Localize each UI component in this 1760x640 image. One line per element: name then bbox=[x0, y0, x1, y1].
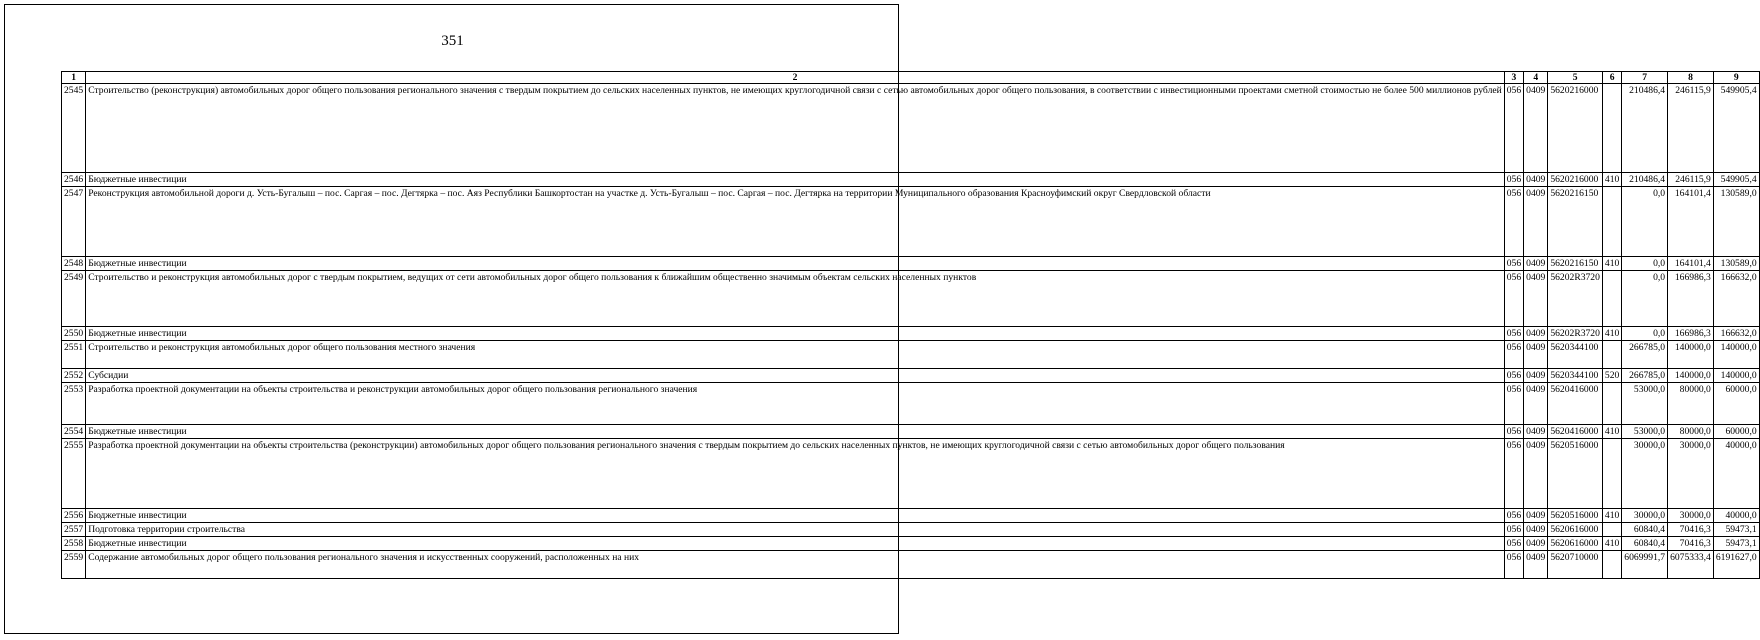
row-amount-year3: 130589,0 bbox=[1713, 257, 1759, 271]
row-section-code: 0409 bbox=[1524, 523, 1548, 537]
row-expense-type: 410 bbox=[1602, 327, 1621, 341]
row-number: 2557 bbox=[62, 523, 86, 537]
header-row bbox=[62, 72, 1760, 84]
row-target-code: 5620416000 bbox=[1548, 425, 1603, 439]
row-description: Содержание автомобильных дорог общего пользования регионального значения и искусственных сооружений, расположенных на них bbox=[86, 551, 1505, 579]
table-row bbox=[62, 551, 1760, 579]
column-header-2: 2 bbox=[86, 72, 1505, 84]
row-amount-year2: 30000,0 bbox=[1668, 509, 1714, 523]
row-description: Бюджетные инвестиции bbox=[86, 327, 1505, 341]
row-amount-year2: 164101,4 bbox=[1668, 257, 1714, 271]
row-amount-year2: 70416,3 bbox=[1668, 523, 1714, 537]
row-ministry-code: 056 bbox=[1504, 523, 1523, 537]
row-amount-year3: 140000,0 bbox=[1713, 369, 1759, 383]
row-ministry-code: 056 bbox=[1504, 187, 1523, 257]
row-description: Бюджетные инвестиции bbox=[86, 537, 1505, 551]
table-row bbox=[62, 439, 1760, 509]
table-row bbox=[62, 509, 1760, 523]
row-section-code: 0409 bbox=[1524, 551, 1548, 579]
row-number: 2559 bbox=[62, 551, 86, 579]
row-section-code: 0409 bbox=[1524, 187, 1548, 257]
budget-table bbox=[61, 71, 1760, 579]
row-expense-type bbox=[1602, 439, 1621, 509]
row-ministry-code: 056 bbox=[1504, 509, 1523, 523]
table-row bbox=[62, 537, 1760, 551]
row-target-code: 5620216150 bbox=[1548, 257, 1603, 271]
row-expense-type bbox=[1602, 84, 1621, 173]
row-amount-year2: 6075333,4 bbox=[1668, 551, 1714, 579]
row-amount-year1: 30000,0 bbox=[1622, 439, 1668, 509]
row-description: Бюджетные инвестиции bbox=[86, 509, 1505, 523]
row-amount-year2: 246115,9 bbox=[1668, 84, 1714, 173]
row-expense-type bbox=[1602, 271, 1621, 327]
row-amount-year1: 60840,4 bbox=[1622, 523, 1668, 537]
row-amount-year1: 210486,4 bbox=[1622, 84, 1668, 173]
row-amount-year1: 266785,0 bbox=[1622, 369, 1668, 383]
row-ministry-code: 056 bbox=[1504, 425, 1523, 439]
table-row bbox=[62, 173, 1760, 187]
table-row bbox=[62, 341, 1760, 369]
table-row bbox=[62, 271, 1760, 327]
row-amount-year2: 140000,0 bbox=[1668, 341, 1714, 369]
row-description: Разработка проектной документации на объекты строительства и реконструкции автомобильных дорог общего пользования регионального значения bbox=[86, 383, 1505, 425]
row-number: 2555 bbox=[62, 439, 86, 509]
row-description: Реконструкция автомобильной дороги д. Усть-Бугалыш – пос. Саргая – пос. Дегтярка – пос. Аяз Республики Башкортостан на участке д. Усть-Бугалыш – пос. Саргая – пос. Дегтярка на территории Муниципального образования Красноуфимский округ Свердловской области bbox=[86, 187, 1505, 257]
row-expense-type bbox=[1602, 551, 1621, 579]
table-row bbox=[62, 187, 1760, 257]
row-amount-year3: 40000,0 bbox=[1713, 509, 1759, 523]
row-amount-year2: 140000,0 bbox=[1668, 369, 1714, 383]
column-header-5: 5 bbox=[1548, 72, 1603, 84]
row-amount-year2: 80000,0 bbox=[1668, 425, 1714, 439]
row-number: 2556 bbox=[62, 509, 86, 523]
row-amount-year3: 59473,1 bbox=[1713, 523, 1759, 537]
row-amount-year2: 70416,3 bbox=[1668, 537, 1714, 551]
row-number: 2549 bbox=[62, 271, 86, 327]
page-number: 351 bbox=[441, 33, 464, 49]
row-ministry-code: 056 bbox=[1504, 84, 1523, 173]
row-description: Строительство и реконструкция автомобильных дорог с твердым покрытием, ведущих от сети автомобильных дорог общего пользования к ближайшим общественно значимым объектам сельских населенных пунктов bbox=[86, 271, 1505, 327]
row-amount-year2: 80000,0 bbox=[1668, 383, 1714, 425]
row-number: 2558 bbox=[62, 537, 86, 551]
row-section-code: 0409 bbox=[1524, 369, 1548, 383]
row-amount-year3: 549905,4 bbox=[1713, 84, 1759, 173]
row-description: Субсидии bbox=[86, 369, 1505, 383]
row-amount-year2: 166986,3 bbox=[1668, 327, 1714, 341]
row-amount-year1: 210486,4 bbox=[1622, 173, 1668, 187]
column-header-9: 9 bbox=[1713, 72, 1759, 84]
row-amount-year1: 0,0 bbox=[1622, 187, 1668, 257]
row-expense-type bbox=[1602, 383, 1621, 425]
row-section-code: 0409 bbox=[1524, 327, 1548, 341]
row-section-code: 0409 bbox=[1524, 271, 1548, 327]
row-expense-type: 410 bbox=[1602, 509, 1621, 523]
row-amount-year2: 246115,9 bbox=[1668, 173, 1714, 187]
row-target-code: 5620216150 bbox=[1548, 187, 1603, 257]
row-amount-year1: 266785,0 bbox=[1622, 341, 1668, 369]
table-row bbox=[62, 369, 1760, 383]
row-amount-year2: 30000,0 bbox=[1668, 439, 1714, 509]
row-expense-type: 410 bbox=[1602, 425, 1621, 439]
row-amount-year1: 0,0 bbox=[1622, 327, 1668, 341]
row-target-code: 5620710000 bbox=[1548, 551, 1603, 579]
row-target-code: 5620516000 bbox=[1548, 439, 1603, 509]
row-number: 2548 bbox=[62, 257, 86, 271]
row-number: 2547 bbox=[62, 187, 86, 257]
row-amount-year3: 130589,0 bbox=[1713, 187, 1759, 257]
row-ministry-code: 056 bbox=[1504, 257, 1523, 271]
row-ministry-code: 056 bbox=[1504, 341, 1523, 369]
row-description: Бюджетные инвестиции bbox=[86, 173, 1505, 187]
table-row bbox=[62, 84, 1760, 173]
row-amount-year1: 53000,0 bbox=[1622, 383, 1668, 425]
row-target-code: 5620344100 bbox=[1548, 341, 1603, 369]
column-header-3: 3 bbox=[1504, 72, 1523, 84]
row-description: Строительство (реконструкция) автомобильных дорог общего пользования регионального значения с твердым покрытием до сельских населенных пунктов, не имеющих круглогодичной связи с сетью автомобильных дорог общего пользования, в соответствии с инвестиционными проектами сметной стоимостью не более 500 миллионов рублей bbox=[86, 84, 1505, 173]
row-amount-year2: 164101,4 bbox=[1668, 187, 1714, 257]
row-ministry-code: 056 bbox=[1504, 383, 1523, 425]
row-target-code: 56202R3720 bbox=[1548, 327, 1603, 341]
row-amount-year1: 53000,0 bbox=[1622, 425, 1668, 439]
row-number: 2553 bbox=[62, 383, 86, 425]
row-amount-year3: 40000,0 bbox=[1713, 439, 1759, 509]
row-target-code: 56202R3720 bbox=[1548, 271, 1603, 327]
row-amount-year2: 166986,3 bbox=[1668, 271, 1714, 327]
table-row bbox=[62, 257, 1760, 271]
row-ministry-code: 056 bbox=[1504, 327, 1523, 341]
column-header-7: 7 bbox=[1622, 72, 1668, 84]
column-header-1: 1 bbox=[62, 72, 86, 84]
column-header-8: 8 bbox=[1668, 72, 1714, 84]
row-number: 2554 bbox=[62, 425, 86, 439]
row-number: 2552 bbox=[62, 369, 86, 383]
row-expense-type: 410 bbox=[1602, 173, 1621, 187]
row-amount-year1: 60840,4 bbox=[1622, 537, 1668, 551]
row-expense-type: 410 bbox=[1602, 257, 1621, 271]
row-number: 2546 bbox=[62, 173, 86, 187]
row-number: 2545 bbox=[62, 84, 86, 173]
row-target-code: 5620344100 bbox=[1548, 369, 1603, 383]
row-section-code: 0409 bbox=[1524, 509, 1548, 523]
row-ministry-code: 056 bbox=[1504, 369, 1523, 383]
row-section-code: 0409 bbox=[1524, 173, 1548, 187]
row-ministry-code: 056 bbox=[1504, 551, 1523, 579]
column-header-4: 4 bbox=[1524, 72, 1548, 84]
row-ministry-code: 056 bbox=[1504, 173, 1523, 187]
row-target-code: 5620616000 bbox=[1548, 523, 1603, 537]
column-header-6: 6 bbox=[1602, 72, 1621, 84]
row-amount-year3: 59473,1 bbox=[1713, 537, 1759, 551]
row-expense-type bbox=[1602, 341, 1621, 369]
row-amount-year3: 60000,0 bbox=[1713, 425, 1759, 439]
row-section-code: 0409 bbox=[1524, 84, 1548, 173]
row-description: Подготовка территории строительства bbox=[86, 523, 1505, 537]
table-row bbox=[62, 327, 1760, 341]
row-amount-year1: 0,0 bbox=[1622, 257, 1668, 271]
row-description: Бюджетные инвестиции bbox=[86, 425, 1505, 439]
row-section-code: 0409 bbox=[1524, 439, 1548, 509]
row-amount-year3: 60000,0 bbox=[1713, 383, 1759, 425]
row-expense-type bbox=[1602, 523, 1621, 537]
row-amount-year3: 140000,0 bbox=[1713, 341, 1759, 369]
row-amount-year3: 549905,4 bbox=[1713, 173, 1759, 187]
row-section-code: 0409 bbox=[1524, 257, 1548, 271]
row-amount-year3: 166632,0 bbox=[1713, 327, 1759, 341]
row-amount-year1: 30000,0 bbox=[1622, 509, 1668, 523]
row-ministry-code: 056 bbox=[1504, 537, 1523, 551]
row-description: Строительство и реконструкция автомобильных дорог общего пользования местного значения bbox=[86, 341, 1505, 369]
row-number: 2551 bbox=[62, 341, 86, 369]
row-number: 2550 bbox=[62, 327, 86, 341]
row-ministry-code: 056 bbox=[1504, 439, 1523, 509]
row-target-code: 5620216000 bbox=[1548, 84, 1603, 173]
row-description: Бюджетные инвестиции bbox=[86, 257, 1505, 271]
row-target-code: 5620216000 bbox=[1548, 173, 1603, 187]
table-row bbox=[62, 425, 1760, 439]
row-description: Разработка проектной документации на объекты строительства (реконструкции) автомобильных дорог общего пользования регионального значения с твердым покрытием до сельских населенных пунктов, не имеющих круглогодичной связи с сетью автомобильных дорог общего пользования bbox=[86, 439, 1505, 509]
row-section-code: 0409 bbox=[1524, 537, 1548, 551]
row-amount-year3: 6191627,0 bbox=[1713, 551, 1759, 579]
row-expense-type: 410 bbox=[1602, 537, 1621, 551]
row-target-code: 5620616000 bbox=[1548, 537, 1603, 551]
row-section-code: 0409 bbox=[1524, 383, 1548, 425]
row-amount-year1: 0,0 bbox=[1622, 271, 1668, 327]
row-amount-year3: 166632,0 bbox=[1713, 271, 1759, 327]
row-ministry-code: 056 bbox=[1504, 271, 1523, 327]
row-target-code: 5620516000 bbox=[1548, 509, 1603, 523]
row-expense-type bbox=[1602, 187, 1621, 257]
row-section-code: 0409 bbox=[1524, 341, 1548, 369]
row-target-code: 5620416000 bbox=[1548, 383, 1603, 425]
table-row bbox=[62, 523, 1760, 537]
row-section-code: 0409 bbox=[1524, 425, 1548, 439]
row-amount-year1: 6069991,7 bbox=[1622, 551, 1668, 579]
row-expense-type: 520 bbox=[1602, 369, 1621, 383]
table-row bbox=[62, 383, 1760, 425]
